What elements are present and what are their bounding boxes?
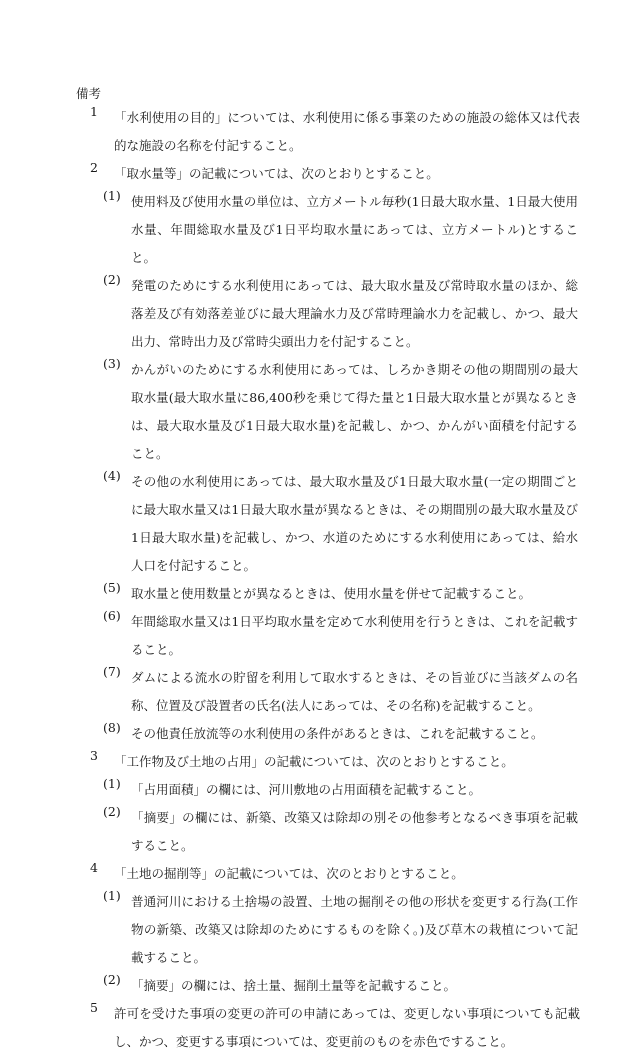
sub-item-text: 発電のためにする水利使用にあっては、最大取水量及び常時取水量のほか、総落差及び有効落差並びに最大理論水力及び常時理論水力を記載し、かつ、最大出力、常時出力及び常時尖頭出力を付記すること。 — [131, 278, 578, 349]
remarks-heading: 備考 — [76, 86, 102, 101]
sub-item-text: その他責任放流等の水利使用の条件があるときは、これを記載すること。 — [131, 726, 544, 741]
sub-item-number: (7) — [103, 664, 121, 679]
remarks-list — [0, 104, 630, 1056]
sub-item-3-1 — [0, 776, 630, 804]
item-text: 「工作物及び土地の占用」の記載については、次のとおりとすること。 — [114, 754, 514, 769]
sub-item-number: (6) — [103, 608, 121, 623]
sub-item-2-2 — [0, 272, 630, 356]
item-number: 5 — [90, 1000, 98, 1015]
sub-item-3-2 — [0, 804, 630, 860]
remark-item-3 — [0, 748, 630, 776]
item-text: 許可を受けた事項の変更の許可の申請にあっては、変更しない事項についても記載し、かつ、変更する事項については、変更前のものを赤色ですること。 — [114, 1006, 580, 1049]
item-text: 「取水量等」の記載については、次のとおりとすること。 — [114, 166, 439, 181]
sub-item-2-1 — [0, 188, 630, 272]
sub-item-text: 使用料及び使用水量の単位は、立方メートル毎秒(1日最大取水量、1日最大使用水量、年間総取水量及び1日平均取水量にあっては、立方メートル)とすること。 — [131, 194, 578, 265]
item-number: 1 — [90, 104, 98, 119]
sub-item-2-6 — [0, 608, 630, 664]
remark-item-1 — [0, 104, 630, 160]
item-number: 4 — [90, 860, 98, 875]
sub-item-number: (1) — [103, 888, 121, 903]
sub-item-2-3 — [0, 356, 630, 468]
sub-item-text: かんがいのためにする水利使用にあっては、しろかき期その他の期間別の最大取水量(最大取水量に86,400秒を乗じて得た量と1日最大取水量とが異なるときは、最大取水量及び1日最大取水量)を記載し、かつ、かんがい面積を付記すること。 — [131, 362, 578, 461]
item-number: 3 — [90, 748, 98, 763]
sub-item-2-7 — [0, 664, 630, 720]
sub-item-number: (2) — [103, 972, 121, 987]
sub-item-text: 普通河川における土捨場の設置、土地の掘削その他の形状を変更する行為(工作物の新築、改築又は除却のためにするものを除く。)及び草木の栽植について記載すること。 — [131, 894, 578, 965]
sub-item-number: (2) — [103, 804, 121, 819]
sub-item-4-1 — [0, 888, 630, 972]
sub-item-text: 年間総取水量又は1日平均取水量を定めて水利使用を行うときは、これを記載すること。 — [131, 614, 578, 657]
remark-item-2 — [0, 160, 630, 188]
item-text: 「土地の掘削等」の記載については、次のとおりとすること。 — [114, 866, 464, 881]
sub-item-text: 「占用面積」の欄には、河川敷地の占用面積を記載すること。 — [131, 782, 482, 797]
sub-item-number: (3) — [103, 356, 121, 371]
sub-item-2-5 — [0, 580, 630, 608]
sub-item-number: (5) — [103, 580, 121, 595]
item-text: 「水利使用の目的」については、水利使用に係る事業のための施設の総体又は代表的な施設の名称を付記すること。 — [114, 110, 580, 153]
sub-item-text: ダムによる流水の貯留を利用して取水するときは、その旨並びに当該ダムの名称、位置及び設置者の氏名(法人にあっては、その名称)を記載すること。 — [131, 670, 578, 713]
item-number: 2 — [90, 160, 98, 175]
sub-item-2-8 — [0, 720, 630, 748]
sub-item-2-4 — [0, 468, 630, 580]
sub-item-text: その他の水利使用にあっては、最大取水量及び1日最大取水量(一定の期間ごとに最大取水量又は1日最大取水量が異なるときは、その期間別の最大取水量及び1日最大取水量)を記載し、かつ、水道のためにする水利使用にあっては、給水人口を付記すること。 — [131, 474, 578, 573]
remark-item-4 — [0, 860, 630, 888]
sub-item-number: (8) — [103, 720, 121, 735]
sub-item-text: 「摘要」の欄には、捨土量、掘削土量等を記載すること。 — [131, 978, 457, 993]
sub-item-number: (2) — [103, 272, 121, 287]
sub-item-text: 取水量と使用数量とが異なるときは、使用水量を併せて記載すること。 — [131, 586, 532, 601]
sub-item-number: (1) — [103, 776, 121, 791]
sub-item-number: (4) — [103, 468, 121, 483]
sub-item-number: (1) — [103, 188, 121, 203]
sub-item-text: 「摘要」の欄には、新築、改築又は除却の別その他参考となるべき事項を記載すること。 — [131, 810, 578, 853]
sub-item-4-2 — [0, 972, 630, 1000]
remark-item-5 — [0, 1000, 630, 1056]
